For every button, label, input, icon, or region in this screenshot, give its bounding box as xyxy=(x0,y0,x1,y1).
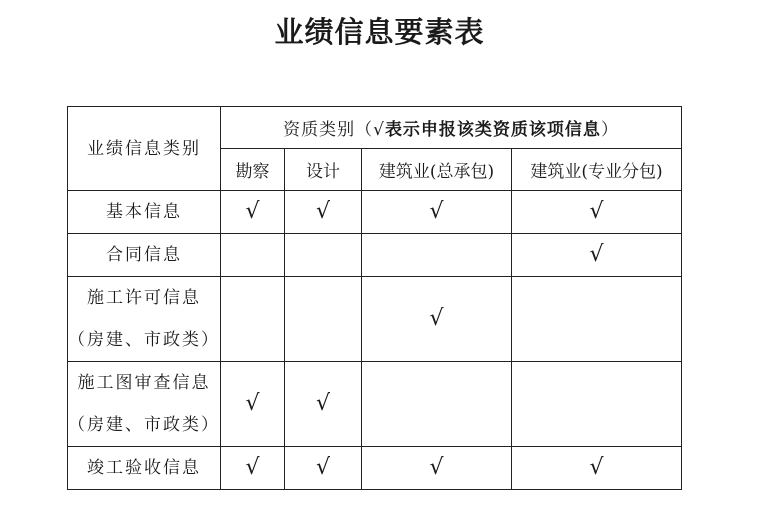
check-mark-cell: √ xyxy=(512,191,682,234)
check-mark-cell: √ xyxy=(221,191,285,234)
column-header: 建筑业(总承包) xyxy=(362,149,512,191)
row-label xyxy=(68,191,221,234)
check-mark-cell: √ xyxy=(362,447,512,490)
row-label-subtext: （房建、市政类） xyxy=(68,330,220,350)
row-label-text: 合同信息 xyxy=(106,245,182,265)
check-mark-cell xyxy=(512,362,682,447)
check-mark-cell: √ xyxy=(362,191,512,234)
check-mark-cell: √ xyxy=(221,447,285,490)
header-row-1 xyxy=(68,107,682,149)
check-mark-cell xyxy=(221,234,285,277)
table-row xyxy=(68,234,682,277)
row-header-label: 业绩信息类别 xyxy=(87,138,201,159)
check-mark-cell xyxy=(362,362,512,447)
performance-info-table xyxy=(67,106,682,490)
table-row xyxy=(68,191,682,234)
row-label xyxy=(68,362,221,447)
group-header-bold: 表示申报该类资质该项信息 xyxy=(384,120,601,140)
table-row xyxy=(68,362,682,447)
row-label-text: 施工许可信息 xyxy=(87,288,201,308)
check-mark-cell: √ xyxy=(221,362,285,447)
check-mark-cell: √ xyxy=(285,447,362,490)
column-header: 建筑业(专业分包) xyxy=(512,149,682,191)
check-mark-cell xyxy=(512,277,682,362)
check-mark-cell xyxy=(285,277,362,362)
check-mark-cell xyxy=(285,234,362,277)
table-row xyxy=(68,447,682,490)
group-header-prefix: 资质类别（√ xyxy=(283,120,385,140)
check-mark-cell: √ xyxy=(512,447,682,490)
check-mark-cell: √ xyxy=(285,191,362,234)
column-header: 勘察 xyxy=(221,149,285,191)
table-row xyxy=(68,277,682,362)
column-header: 设计 xyxy=(285,149,362,191)
check-mark-cell: √ xyxy=(512,234,682,277)
row-label xyxy=(68,277,221,362)
row-label xyxy=(68,234,221,277)
check-mark-cell: √ xyxy=(285,362,362,447)
row-label xyxy=(68,447,221,490)
row-label-text: 施工图审查信息 xyxy=(77,373,211,393)
row-label-text: 基本信息 xyxy=(106,202,182,222)
row-label-text: 竣工验收信息 xyxy=(87,458,201,478)
row-label-subtext: （房建、市政类） xyxy=(68,415,220,435)
group-header-cell xyxy=(221,107,682,149)
check-mark-cell xyxy=(362,234,512,277)
group-header-suffix: ） xyxy=(600,120,619,140)
page-title: 业绩信息要素表 xyxy=(274,15,485,49)
check-mark-cell: √ xyxy=(362,277,512,362)
row-header-cell xyxy=(68,107,221,191)
check-mark-cell xyxy=(221,277,285,362)
